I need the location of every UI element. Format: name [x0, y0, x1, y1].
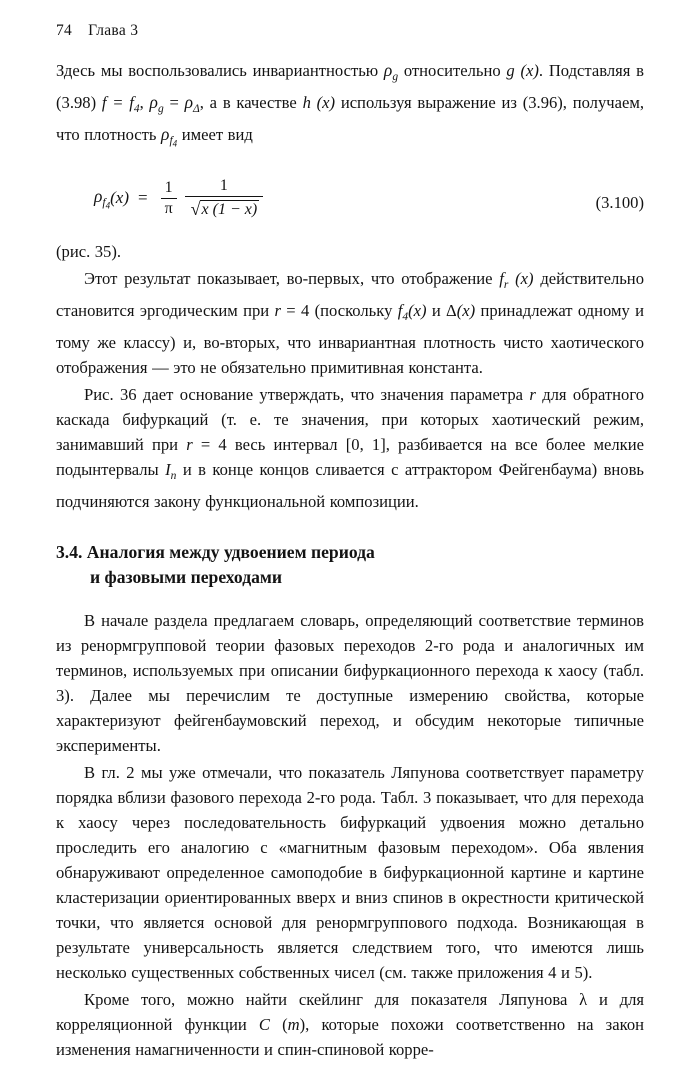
h-of-x-symbol: h (x) — [302, 93, 336, 113]
p1-text-f: имеет вид — [177, 125, 253, 145]
paragraph-6: В гл. 2 мы уже отмечали, что показатель Ляпунова соответствует параметру порядка вблизи фазового перехода 2-го рода. Табл. 3 показывает, что для перехода к хаосу через последовательность бифуркаций удвоения можно детально проследить его аналогию с «магнитным фазовым переходом». Оба явления обнаруживают определенное самоподобие в бифуркационной картине и картине кластеризации ориентированных вверх и вниз спинов в окрестности критической точки, что является основой для ренормгруппового подхода. Возникающая в результате универсальность является следствием того, что имеются лишь несколько существенных собственных чисел (см. также приложения 4 и 5). — [56, 762, 644, 982]
p1-text-d: , а в качестве — [199, 93, 303, 113]
p1-text-a: Здесь мы воспользовались инвариантностью — [56, 61, 384, 80]
equation-fraction-1: $\frac{1}{\pi}$ — [161, 179, 177, 218]
equation-3-100 — [94, 177, 267, 220]
equation-lhs-arg: (x) — [110, 188, 129, 208]
section-title-line1: Аналогия между удвоением периода — [86, 541, 375, 562]
page-number: 74 — [56, 22, 73, 39]
page-header — [56, 22, 644, 40]
paragraph-1: Здесь мы воспользовались инвариантностью $\rho_g$ относительно g (x). Подставляя в (3.98) $f = f_4$, $\rho_g = \rho_\Delta$, а в качестве h (x) используя выражение из (3.96), получаем, что плотность $\rho_{f_4}$ имеет вид — [56, 60, 645, 149]
equation-3-100-block — [56, 171, 644, 233]
section-number: 3.4. — [56, 541, 83, 562]
rho-f4-symbol: $\rho_{f_4}$ — [161, 124, 178, 149]
rho-g-symbol-2: $\rho_g$ — [149, 92, 164, 116]
f-equals-f4: $f = f_4$ — [101, 93, 140, 116]
paragraph-3: Этот результат показывает, во-первых, что отображение $f_r$ (x) действительно становится эргодическим при r = 4 (поскольку $f_4(x)$ и Δ(x) принадлежат одному и тому же классу) и, во-вторых, что инвариантная плотность чисто хаотического отображения — это не обязательно примитивная константа. — [56, 268, 644, 377]
paragraph-7: Кроме того, можно найти скейлинг для показателя Ляпунова λ и для корреляционной функции C (m), которые похожи соответственно на закон изменения намагниченности и спин-спиновой корре- — [56, 989, 644, 1059]
g-of-x-symbol: g (x) — [506, 61, 539, 80]
equation-equals: = — [137, 188, 148, 208]
paragraph-2: (рис. 35). — [56, 241, 122, 261]
sqrt-body: x (1 − x) — [201, 200, 258, 218]
equation-lhs: $\rho_{f_4}$ — [94, 185, 111, 211]
equation-fraction-2: $\frac{1}{√x (1 - x)}$ — [185, 177, 264, 220]
chapter-label: Глава 3 — [88, 22, 139, 39]
section-title-line2: и фазовыми переходами — [90, 566, 283, 587]
p1-text-c: . Подставляя в (3.98) — [56, 61, 645, 113]
rho-delta-symbol: $\rho_\Delta$ — [184, 92, 200, 116]
p1-text-e: используя выражение из (3.96), получаем, что плотность — [56, 93, 644, 145]
p1-text-b: относительно — [398, 61, 507, 80]
section-heading — [56, 540, 644, 590]
equation-number: (3.100) — [595, 192, 644, 212]
paragraph-4: Рис. 36 дает основание утверждать, что значения параметра r для обратного каскада бифуркаций (т. е. те значения, при которых хаотический режим, занимавший при r = 4 весь интервал [0, 1], разбивается на все более мелкие подынтервалы $I_n$ и в конце концов сливается с аттрактором Фейгенбаума) вновь подчиняются закону функциональной композиции. — [56, 384, 645, 511]
rho-g-symbol: $\rho_g$ — [383, 60, 399, 84]
paragraph-5: В начале раздела предлагаем словарь, определяющий соответствие терминов из ренормгрупповой теории фазовых переходов 2-го рода и аналогичных им терминов, используемых при описании бифуркационного перехода к хаосу (табл. 3). Далее мы перечислим те доступные измерению свойства, которые характеризуют фейгенбаумовский переход, и обсудим некоторые типичные эксперименты. — [56, 610, 644, 755]
sqrt-icon: √ — [190, 198, 201, 219]
